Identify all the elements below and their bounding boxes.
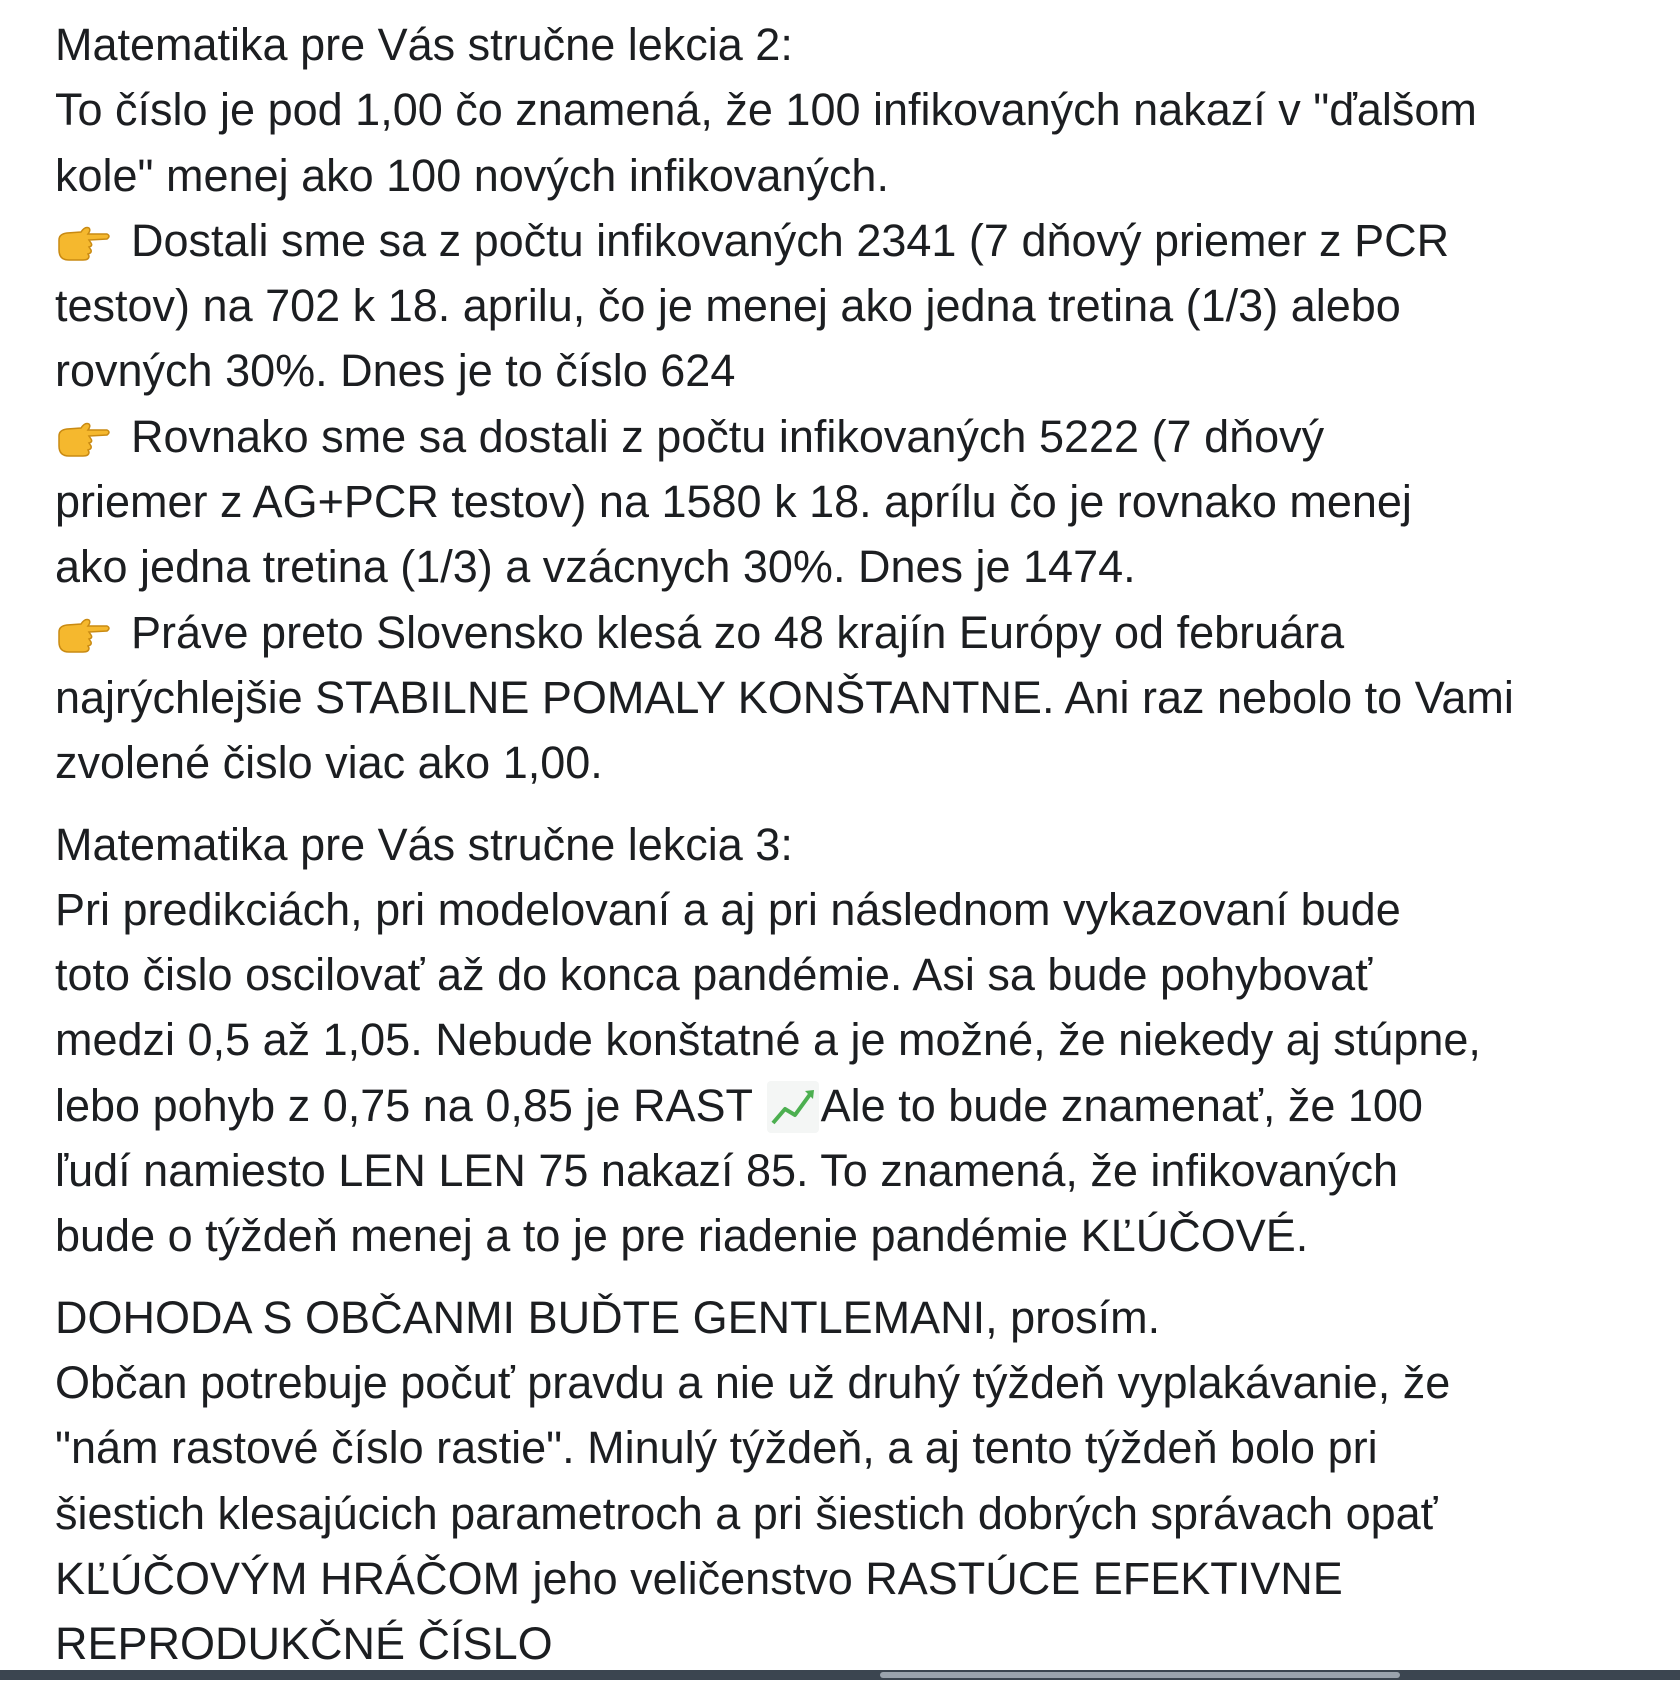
- agreement-text-line: "nám rastové číslo rastie". Minulý týždeň, a aj tento týždeň bolo pri: [55, 1422, 1378, 1474]
- lesson-3-text-line: toto čislo oscilovať až do konca pandémie. Asi sa bude pohybovať: [55, 949, 1373, 1001]
- lesson-3-text-line: medzi 0,5 až 1,05. Nebude konštatné a je možné, že niekedy aj stúpne,: [55, 1014, 1481, 1066]
- agreement-title: DOHODA S OBČANMI BUĎTE GENTLEMANI, prosím.: [55, 1291, 1161, 1343]
- lesson-2-bullet-2: [55, 404, 1635, 469]
- agreement-text-line: Občan potrebuje počuť pravdu a nie už druhý týždeň vyplakávanie, že: [55, 1356, 1451, 1408]
- lesson-3-text-line: Pri predikciách, pri modelovaní a aj pri následnom vykazovaní bude: [55, 883, 1401, 935]
- pointing-right-hand-icon: [55, 418, 111, 458]
- lesson-3-line-4-end: Ale to bude znamenať, že 100: [820, 1079, 1423, 1131]
- lesson-2-text-line: testov) na 702 k 18. aprilu, čo je menej ako jedna tretina (1/3) alebo: [55, 280, 1401, 332]
- lesson-3-title: Matematika pre Vás stručne lekcia 3:: [55, 818, 793, 870]
- bullet-1-line-1: Dostali sme sa z počtu infikovaných 2341 (7 dňový priemer z PCR: [131, 214, 1450, 266]
- lesson-2-text-line: zvolené čislo viac ako 1,00.: [55, 737, 603, 789]
- lesson-2-text-line: To číslo je pod 1,00 čo znamená, že 100 infikovaných nakazí v "ďalšom: [55, 84, 1477, 136]
- horizontal-scrollbar[interactable]: [0, 1670, 1680, 1680]
- lesson-2-bullet-1: [55, 208, 1635, 273]
- bullet-2-line-1: Rovnako sme sa dostali z počtu infikovaných 5222 (7 dňový: [131, 410, 1325, 462]
- lesson-3-text-line: ľudí namiesto LEN LEN 75 nakazí 85. To znamená, že infikovaných: [55, 1145, 1399, 1197]
- lesson-2-text-line: najrýchlejšie STABILNE POMALY KONŠTANTNE. Ani raz nebolo to Vami: [55, 671, 1514, 723]
- agreement-text-line: šiestich klesajúcich parametroch a pri šiestich dobrých správach opať: [55, 1487, 1438, 1539]
- lesson-2-text-line: ako jedna tretina (1/3) a vzácnych 30%. Dnes je 1474.: [55, 541, 1136, 593]
- lesson-2-text-line: priemer z AG+PCR testov) na 1580 k 18. aprílu čo je rovnako menej: [55, 476, 1412, 528]
- lesson-2-title: Matematika pre Vás stručne lekcia 2:: [55, 19, 793, 70]
- lesson-2-text-line: rovných 30%. Dnes je to číslo 624: [55, 345, 736, 397]
- agreement-paragraph: [55, 1285, 1635, 1677]
- lesson-2-bullet-3: [55, 600, 1635, 665]
- lesson-2-text-line: kole" menej ako 100 nových infikovaných.: [55, 149, 889, 201]
- bullet-3-line-1: Práve preto Slovensko klesá zo 48 krajín Európy od februára: [131, 606, 1345, 658]
- pointing-right-hand-icon: [55, 222, 111, 262]
- lesson-3-text-line: [55, 1073, 1635, 1138]
- agreement-text-line: REPRODUKČNÉ ČÍSLO: [55, 1618, 553, 1670]
- scrollbar-thumb[interactable]: [880, 1672, 1400, 1678]
- lesson-3-paragraph: [55, 812, 1635, 1269]
- lesson-2-paragraph: [55, 12, 1635, 796]
- lesson-3-text-line: bude o týždeň menej a to je pre riadenie pandémie KĽÚČOVÉ.: [55, 1210, 1309, 1262]
- pointing-right-hand-icon: [55, 614, 111, 654]
- agreement-text-line: KĽÚČOVÝM HRÁČOM jeho veličenstvo RASTÚCE EFEKTIVNE: [55, 1552, 1343, 1604]
- lesson-3-line-4-start: lebo pohyb z 0,75 na 0,85 je RAST: [55, 1079, 765, 1131]
- chart-increasing-icon: [765, 1079, 821, 1135]
- post-body: [55, 12, 1635, 1692]
